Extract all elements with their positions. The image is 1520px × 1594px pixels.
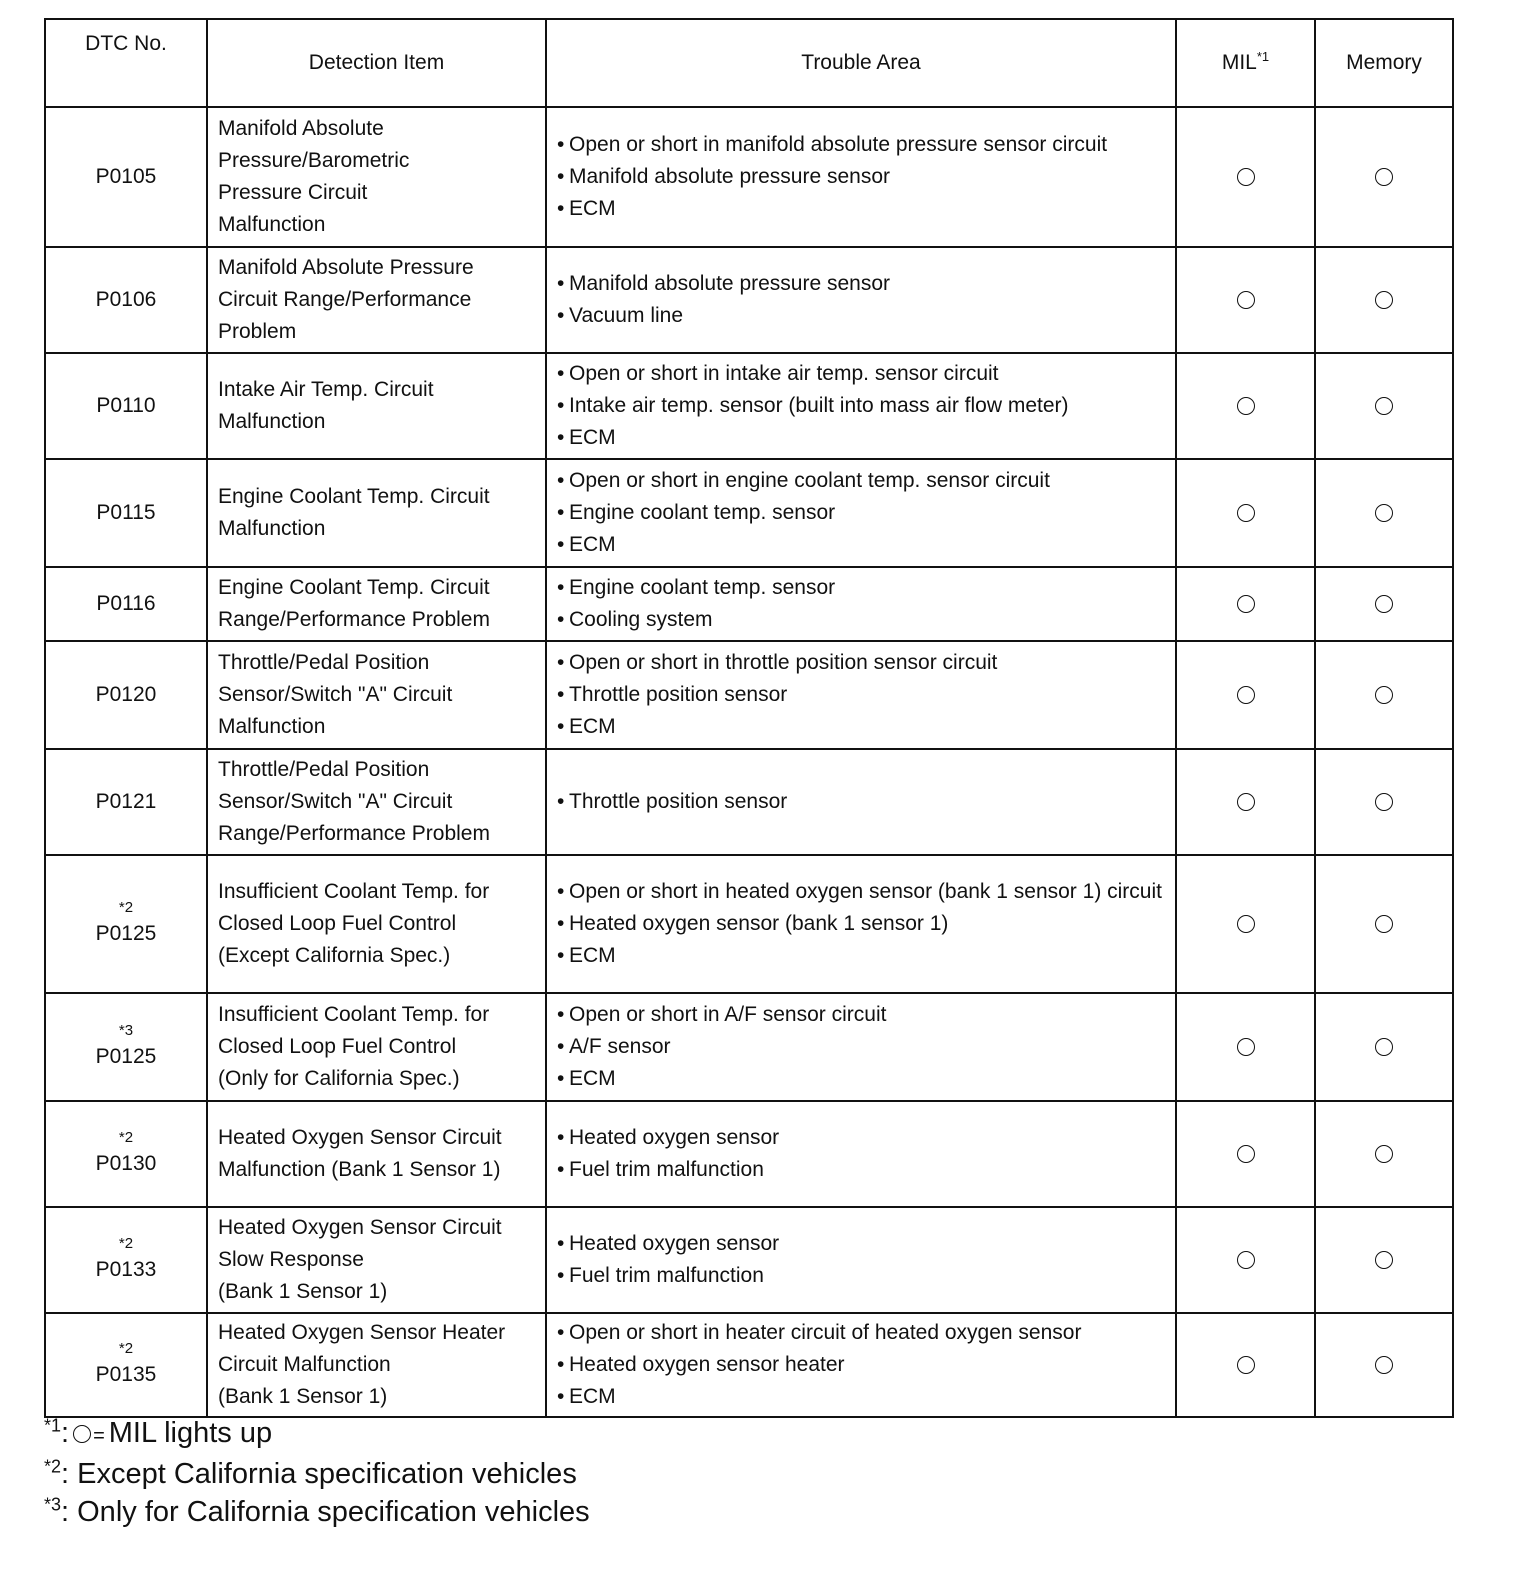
- memory-cell: [1315, 567, 1453, 641]
- dtc-cell: [45, 567, 207, 641]
- dtc-cell: [45, 1313, 207, 1417]
- mil-cell: [1176, 1313, 1315, 1417]
- bullet-icon: •: [557, 426, 565, 449]
- trouble-area-text: ECM: [569, 944, 616, 967]
- trouble-area-item: [557, 1381, 1169, 1413]
- memory-cell: [1315, 1207, 1453, 1313]
- memory-cell: [1315, 1101, 1453, 1207]
- bullet-icon: •: [557, 790, 565, 813]
- detection-item-cell: [207, 641, 546, 749]
- circle-icon: [1237, 793, 1255, 811]
- header-trouble-area: Trouble Area: [546, 19, 1176, 107]
- detection-item-line: (Except California Spec.): [218, 944, 451, 967]
- bullet-icon: •: [557, 304, 565, 327]
- mil-cell: [1176, 1207, 1315, 1313]
- detection-item-cell: [207, 353, 546, 459]
- bullet-icon: •: [557, 1232, 565, 1255]
- header-memory: Memory: [1315, 19, 1453, 107]
- dtc-code: P0130: [95, 1152, 157, 1175]
- dtc-footnote-mark: *3: [118, 1022, 134, 1039]
- detection-item-line: Range/Performance Problem: [218, 608, 490, 631]
- circle-icon: [1375, 1251, 1393, 1269]
- trouble-area-item: [557, 1031, 1169, 1063]
- bullet-icon: •: [557, 912, 565, 935]
- trouble-area-item: [557, 1317, 1169, 1349]
- memory-cell: [1315, 353, 1453, 459]
- trouble-area-text: Fuel trim malfunction: [569, 1264, 764, 1287]
- footnote-3: [44, 1493, 590, 1531]
- trouble-area-text: Fuel trim malfunction: [569, 1158, 764, 1181]
- dtc-cell: [45, 993, 207, 1101]
- mil-cell: [1176, 107, 1315, 247]
- trouble-area-cell: [546, 459, 1176, 567]
- detection-item-line: Circuit Range/Performance: [218, 288, 472, 311]
- mil-cell: [1176, 1101, 1315, 1207]
- trouble-area-item: [557, 1228, 1169, 1260]
- trouble-area-item: [557, 358, 1169, 390]
- trouble-area-item: [557, 422, 1169, 454]
- circle-icon: [1237, 1145, 1255, 1163]
- dtc-code: P0110: [96, 394, 156, 417]
- bullet-icon: •: [557, 1158, 565, 1181]
- detection-item-cell: [207, 855, 546, 993]
- footnote-text: : Only for California specification vehicles: [61, 1496, 590, 1528]
- circle-icon: [1375, 595, 1393, 613]
- header-mil: [1176, 19, 1315, 107]
- dtc-cell: [45, 247, 207, 353]
- circle-icon: [1375, 291, 1393, 309]
- trouble-area-item: [557, 786, 1169, 818]
- trouble-area-text: Open or short in manifold absolute pressure sensor circuit: [569, 133, 1108, 156]
- circle-icon: [73, 1425, 91, 1443]
- bullet-icon: •: [557, 944, 565, 967]
- detection-item-line: Pressure Circuit: [218, 181, 368, 204]
- circle-icon: [1375, 915, 1393, 933]
- detection-item-line: Heated Oxygen Sensor Circuit: [218, 1216, 502, 1239]
- detection-item-line: Manifold Absolute Pressure: [218, 256, 474, 279]
- detection-item-line: Malfunction: [218, 410, 326, 433]
- bullet-icon: •: [557, 576, 565, 599]
- header-row: [45, 19, 1453, 107]
- dtc-cell: [45, 641, 207, 749]
- trouble-area-text: Cooling system: [569, 608, 713, 631]
- bullet-icon: •: [557, 469, 565, 492]
- dtc-footnote-mark: *2: [118, 899, 134, 916]
- footnote-equals: =: [93, 1425, 105, 1447]
- trouble-area-text: Vacuum line: [569, 304, 684, 327]
- circle-icon: [1237, 595, 1255, 613]
- trouble-area-cell: [546, 567, 1176, 641]
- trouble-area-item: [557, 161, 1169, 193]
- table-body: [45, 107, 1453, 1417]
- circle-icon: [1375, 1145, 1393, 1163]
- trouble-area-cell: [546, 1101, 1176, 1207]
- memory-cell: [1315, 247, 1453, 353]
- trouble-area-item: [557, 572, 1169, 604]
- trouble-area-cell: [546, 749, 1176, 855]
- trouble-area-item: [557, 1349, 1169, 1381]
- trouble-area-item: [557, 529, 1169, 561]
- dtc-code: P0121: [95, 790, 157, 813]
- trouble-area-text: A/F sensor: [569, 1035, 671, 1058]
- bullet-icon: •: [557, 1321, 565, 1344]
- detection-item-line: (Only for California Spec.): [218, 1067, 460, 1090]
- mil-cell: [1176, 247, 1315, 353]
- bullet-icon: •: [557, 533, 565, 556]
- trouble-area-text: ECM: [569, 715, 616, 738]
- bullet-icon: •: [557, 608, 565, 631]
- bullet-icon: •: [557, 501, 565, 524]
- trouble-area-item: [557, 940, 1169, 972]
- table-row: [45, 459, 1453, 567]
- circle-icon: [1375, 168, 1393, 186]
- circle-icon: [1375, 397, 1393, 415]
- dtc-cell: [45, 749, 207, 855]
- detection-item-line: Heated Oxygen Sensor Heater: [218, 1321, 506, 1344]
- detection-item-cell: [207, 459, 546, 567]
- bullet-icon: •: [557, 1385, 565, 1408]
- table-row: [45, 993, 1453, 1101]
- trouble-area-text: ECM: [569, 426, 616, 449]
- trouble-area-text: ECM: [569, 197, 616, 220]
- dtc-cell: [45, 353, 207, 459]
- detection-item-line: Closed Loop Fuel Control: [218, 1035, 457, 1058]
- detection-item-line: Malfunction: [218, 517, 326, 540]
- footnote-mark: *3: [44, 1494, 62, 1515]
- dtc-code: P0133: [95, 1258, 157, 1281]
- table-row: [45, 1207, 1453, 1313]
- trouble-area-cell: [546, 1207, 1176, 1313]
- header-dtc: DTC No.: [45, 19, 207, 107]
- bullet-icon: •: [557, 715, 565, 738]
- table-row: [45, 567, 1453, 641]
- dtc-code: P0120: [95, 683, 157, 706]
- mil-cell: [1176, 567, 1315, 641]
- detection-item-line: Engine Coolant Temp. Circuit: [218, 485, 490, 508]
- trouble-area-item: [557, 1260, 1169, 1292]
- dtc-code: P0116: [96, 592, 156, 615]
- trouble-area-cell: [546, 107, 1176, 247]
- trouble-area-item: [557, 193, 1169, 225]
- circle-icon: [1237, 291, 1255, 309]
- table-row: [45, 1313, 1453, 1417]
- dtc-code: P0115: [96, 501, 156, 524]
- bullet-icon: •: [557, 651, 565, 674]
- header-mil-label: MIL: [1221, 51, 1257, 74]
- trouble-area-item: [557, 999, 1169, 1031]
- table-row: [45, 749, 1453, 855]
- bullet-icon: •: [557, 683, 565, 706]
- dtc-code: P0105: [95, 165, 157, 188]
- footnote-text: MIL lights up: [108, 1417, 273, 1449]
- circle-icon: [1237, 504, 1255, 522]
- bullet-icon: •: [557, 362, 565, 385]
- trouble-area-text: Engine coolant temp. sensor: [569, 576, 836, 599]
- memory-cell: [1315, 993, 1453, 1101]
- detection-item-line: Range/Performance Problem: [218, 822, 490, 845]
- circle-icon: [1237, 915, 1255, 933]
- dtc-code: P0135: [95, 1363, 157, 1386]
- trouble-area-text: Heated oxygen sensor: [569, 1126, 780, 1149]
- detection-item-line: Malfunction (Bank 1 Sensor 1): [218, 1158, 501, 1181]
- detection-item-cell: [207, 1313, 546, 1417]
- table-header: [45, 19, 1453, 107]
- mil-cell: [1176, 993, 1315, 1101]
- table-row: [45, 247, 1453, 353]
- bullet-icon: •: [557, 880, 565, 903]
- table-row: [45, 353, 1453, 459]
- detection-item-line: (Bank 1 Sensor 1): [218, 1280, 388, 1303]
- trouble-area-cell: [546, 993, 1176, 1101]
- trouble-area-item: [557, 908, 1169, 940]
- circle-icon: [1237, 686, 1255, 704]
- circle-icon: [1237, 1038, 1255, 1056]
- trouble-area-item: [557, 1063, 1169, 1095]
- table-row: [45, 1101, 1453, 1207]
- trouble-area-item: [557, 604, 1169, 636]
- header-detection-item: Detection Item: [207, 19, 546, 107]
- trouble-area-cell: [546, 247, 1176, 353]
- trouble-area-text: Open or short in heated oxygen sensor (bank 1 sensor 1) circuit: [569, 880, 1162, 903]
- trouble-area-text: Open or short in heater circuit of heated oxygen sensor: [569, 1321, 1082, 1344]
- trouble-area-text: Open or short in engine coolant temp. sensor circuit: [569, 469, 1050, 492]
- mil-cell: [1176, 855, 1315, 993]
- trouble-area-text: Manifold absolute pressure sensor: [569, 165, 891, 188]
- trouble-area-item: [557, 1122, 1169, 1154]
- circle-icon: [1375, 793, 1393, 811]
- header-mil-note: *1: [1256, 49, 1270, 64]
- mil-cell: [1176, 749, 1315, 855]
- detection-item-line: Insufficient Coolant Temp. for: [218, 880, 490, 903]
- trouble-area-item: [557, 390, 1169, 422]
- trouble-area-text: Heated oxygen sensor heater: [569, 1353, 845, 1376]
- bullet-icon: •: [557, 165, 565, 188]
- mil-cell: [1176, 459, 1315, 567]
- dtc-code: P0125: [95, 922, 157, 945]
- bullet-icon: •: [557, 1353, 565, 1376]
- footnote-1: $^{*1}$: = MIL lights up: [44, 1415, 273, 1449]
- dtc-code: P0125: [95, 1045, 157, 1068]
- detection-item-cell: [207, 993, 546, 1101]
- trouble-area-text: Intake air temp. sensor (built into mass air flow meter): [569, 394, 1069, 417]
- trouble-area-cell: [546, 353, 1176, 459]
- trouble-area-item: [557, 497, 1169, 529]
- detection-item-line: Intake Air Temp. Circuit: [218, 378, 434, 401]
- dtc-code: P0106: [95, 288, 157, 311]
- mil-cell: [1176, 641, 1315, 749]
- trouble-area-item: [557, 876, 1169, 908]
- bullet-icon: •: [557, 1126, 565, 1149]
- circle-icon: [1375, 504, 1393, 522]
- trouble-area-item: [557, 1154, 1169, 1186]
- detection-item-cell: [207, 1207, 546, 1313]
- detection-item-line: Closed Loop Fuel Control: [218, 912, 457, 935]
- circle-icon: [1375, 1038, 1393, 1056]
- circle-icon: [1237, 397, 1255, 415]
- trouble-area-text: Throttle position sensor: [569, 683, 788, 706]
- trouble-area-text: Manifold absolute pressure sensor: [569, 272, 891, 295]
- table-row: [45, 641, 1453, 749]
- bullet-icon: •: [557, 1035, 565, 1058]
- footnote-2: [44, 1455, 590, 1493]
- trouble-area-item: [557, 679, 1169, 711]
- mil-cell: [1176, 353, 1315, 459]
- memory-cell: [1315, 1313, 1453, 1417]
- bullet-icon: •: [557, 1067, 565, 1090]
- dtc-footnote-mark: *2: [118, 1235, 134, 1252]
- dtc-cell: [45, 1101, 207, 1207]
- bullet-icon: •: [557, 133, 565, 156]
- detection-item-line: Malfunction: [218, 715, 326, 738]
- trouble-area-text: Throttle position sensor: [569, 790, 788, 813]
- dtc-cell: [45, 107, 207, 247]
- memory-cell: [1315, 459, 1453, 567]
- dtc-table: [44, 18, 1454, 1418]
- footnote-mark: *2: [44, 1456, 62, 1477]
- trouble-area-text: ECM: [569, 1385, 616, 1408]
- bullet-icon: •: [557, 197, 565, 220]
- detection-item-line: Insufficient Coolant Temp. for: [218, 1003, 490, 1026]
- trouble-area-text: Heated oxygen sensor: [569, 1232, 780, 1255]
- dtc-cell: [45, 459, 207, 567]
- dtc-cell: [45, 855, 207, 993]
- detection-item-line: Circuit Malfunction: [218, 1353, 391, 1376]
- detection-item-line: Heated Oxygen Sensor Circuit: [218, 1126, 502, 1149]
- trouble-area-text: Open or short in intake air temp. sensor circuit: [569, 362, 999, 385]
- circle-icon: [1375, 686, 1393, 704]
- circle-icon: [1375, 1356, 1393, 1374]
- trouble-area-text: Open or short in throttle position sensor circuit: [569, 651, 998, 674]
- detection-item-line: Throttle/Pedal Position: [218, 758, 430, 781]
- detection-item-line: Engine Coolant Temp. Circuit: [218, 576, 490, 599]
- dtc-footnote-mark: *2: [118, 1129, 134, 1146]
- detection-item-line: Sensor/Switch "A" Circuit: [218, 790, 453, 813]
- footnotes: [44, 1414, 590, 1531]
- table-row: [45, 107, 1453, 247]
- trouble-area-cell: [546, 855, 1176, 993]
- bullet-icon: •: [557, 1003, 565, 1026]
- memory-cell: [1315, 641, 1453, 749]
- footnote-text: : Except California specification vehicles: [61, 1458, 577, 1490]
- circle-icon: [1237, 168, 1255, 186]
- detection-item-line: Pressure/Barometric: [218, 149, 410, 172]
- memory-cell: [1315, 749, 1453, 855]
- memory-cell: [1315, 107, 1453, 247]
- trouble-area-text: ECM: [569, 533, 616, 556]
- detection-item-cell: [207, 1101, 546, 1207]
- circle-icon: [1237, 1251, 1255, 1269]
- trouble-area-item: [557, 129, 1169, 161]
- detection-item-line: Problem: [218, 320, 297, 343]
- detection-item-cell: [207, 567, 546, 641]
- detection-item-line: Throttle/Pedal Position: [218, 651, 430, 674]
- detection-item-cell: [207, 247, 546, 353]
- memory-cell: [1315, 855, 1453, 993]
- bullet-icon: •: [557, 1264, 565, 1287]
- trouble-area-item: [557, 300, 1169, 332]
- detection-item-cell: [207, 749, 546, 855]
- dtc-cell: [45, 1207, 207, 1313]
- trouble-area-text: Heated oxygen sensor (bank 1 sensor 1): [569, 912, 949, 935]
- detection-item-line: Malfunction: [218, 213, 326, 236]
- trouble-area-cell: [546, 641, 1176, 749]
- trouble-area-item: [557, 647, 1169, 679]
- trouble-area-item: [557, 465, 1169, 497]
- trouble-area-item: [557, 711, 1169, 743]
- trouble-area-text: ECM: [569, 1067, 616, 1090]
- trouble-area-text: Engine coolant temp. sensor: [569, 501, 836, 524]
- detection-item-line: Manifold Absolute: [218, 117, 384, 140]
- trouble-area-cell: [546, 1313, 1176, 1417]
- detection-item-line: Slow Response: [218, 1248, 364, 1271]
- circle-icon: [1237, 1356, 1255, 1374]
- detection-item-line: (Bank 1 Sensor 1): [218, 1385, 388, 1408]
- table-row: [45, 855, 1453, 993]
- trouble-area-text: Open or short in A/F sensor circuit: [569, 1003, 887, 1026]
- detection-item-cell: [207, 107, 546, 247]
- dtc-footnote-mark: *2: [118, 1340, 134, 1357]
- footnote-mark: *1: [44, 1415, 62, 1436]
- bullet-icon: •: [557, 394, 565, 417]
- bullet-icon: •: [557, 272, 565, 295]
- trouble-area-item: [557, 268, 1169, 300]
- detection-item-line: Sensor/Switch "A" Circuit: [218, 683, 453, 706]
